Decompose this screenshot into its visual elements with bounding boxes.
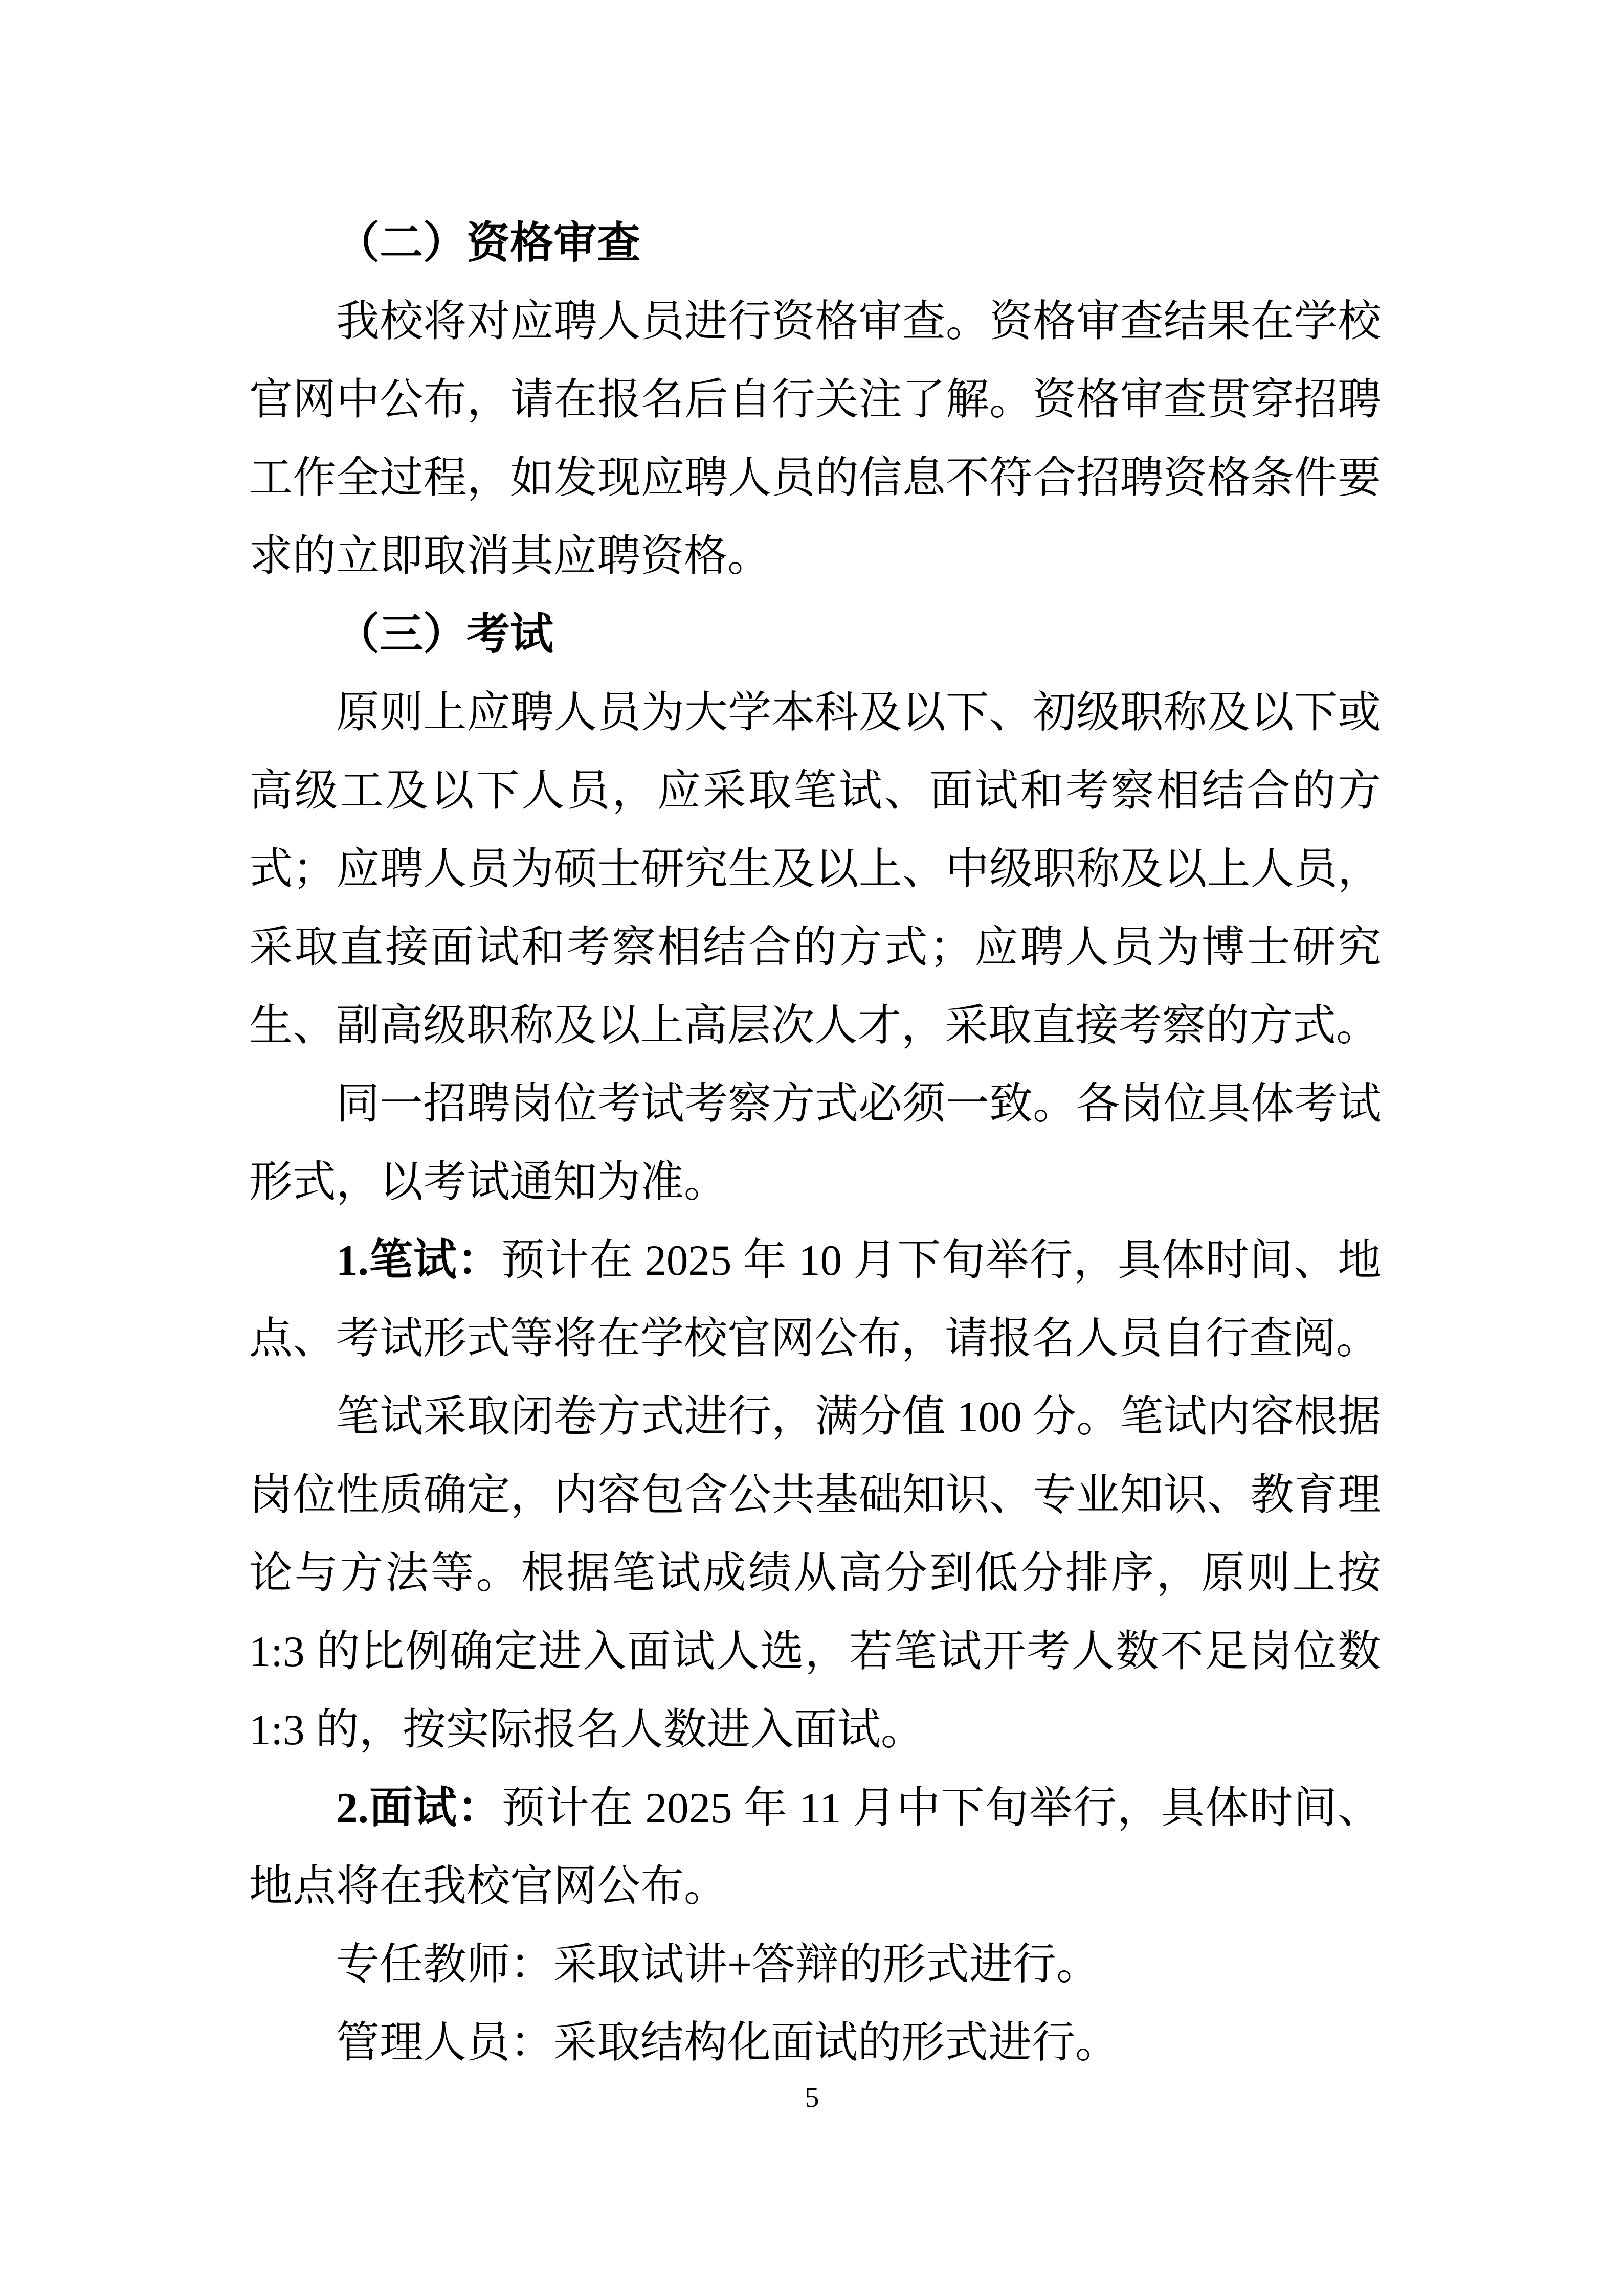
paragraph-written-test	[249, 1222, 1381, 1378]
interview-text: 预计在 2025 年 11 月中下旬举行，具体时间、地点将在我校官网公布。	[249, 1784, 1381, 1910]
paragraph-interview-managers: 管理人员：采取结构化面试的形式进行。	[336, 2019, 1119, 2067]
paragraph-qualification-review: 我校将对应聘人员进行资格审查。资格审查结果在学校官网中公布，请在报名后自行关注了解。资格审查贯穿招聘工作全过程，如发现应聘人员的信息不符合招聘资格条件要求的立即取消其应聘资格。	[249, 298, 1381, 580]
section-heading-qualification-review: （二）资格审查	[336, 219, 641, 267]
section-heading-examination: （三）考试	[336, 611, 554, 659]
interview-lead-label: 2.面试：	[336, 1784, 502, 1832]
written-test-lead-label: 1.笔试：	[336, 1236, 501, 1285]
page-number: 5	[805, 2082, 819, 2113]
paragraph-interview	[249, 1769, 1381, 1926]
written-test-text: 预计在 2025 年 10 月下旬举行，具体时间、地点、考试形式等将在学校官网公布，请报名人员自行查阅。	[249, 1236, 1381, 1363]
paragraph-interview-teachers: 专任教师：采取试讲+答辩的形式进行。	[336, 1941, 1100, 1989]
document-body	[249, 205, 1381, 2082]
paragraph-written-test-details: 笔试采取闭卷方式进行，满分值 100 分。笔试内容根据岗位性质确定，内容包含公共基础知识、专业知识、教育理论与方法等。根据笔试成绩从高分到低分排序，原则上按 1:3 的比例确定进入面试人选，若笔试开考人数不足岗位数 1:3 的，按实际报名人数进入面试。	[249, 1393, 1381, 1754]
paragraph-exam-consistency: 同一招聘岗位考试考察方式必须一致。各岗位具体考试形式，以考试通知为准。	[249, 1080, 1381, 1206]
paragraph-exam-method-by-level: 原则上应聘人员为大学本科及以下、初级职称及以下或高级工及以下人员，应采取笔试、面试和考察相结合的方式；应聘人员为硕士研究生及以上、中级职称及以上人员，采取直接面试和考察相结合的方式；应聘人员为博士研究生、副高级职称及以上高层次人才，采取直接考察的方式。	[249, 689, 1381, 1050]
page-footer	[0, 2082, 1624, 2113]
